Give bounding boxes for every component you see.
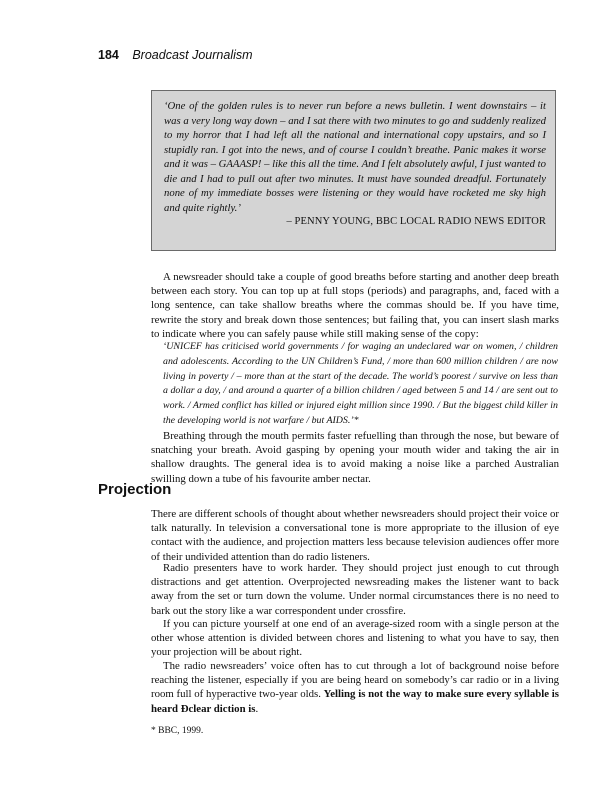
paragraph-background-noise bbox=[151, 659, 559, 716]
clear-diction-emphasis: clear diction is bbox=[188, 702, 256, 715]
quote-text: ‘One of the golden rules is to never run before a news bulletin. I went downstairs – it was a very long way down – and I sat there with two minutes to go and suddenly realized to my horror that I had left all the national and international copy upstairs, and so I stupidly ran. I got into the news, and of course I couldn’t breathe. Panic makes it worse and it was – GAAASP! – like this all the time. And I felt absolutely awful, I just wanted to die and I had to pull out after two minutes. It must have sounded dreadful. Fortunately none of my immediate bosses were listening or they would have rocketed me sky high and quite rightly.’ bbox=[164, 100, 546, 214]
paragraph-schools-of-thought: There are different schools of thought about whether newsreaders should project their voice or talk naturally. In television a conversational tone is more appropriate to the illusion of eye contact with the audience, and projection matters less because television audiences offer more of their undivided attention than do radio listeners. bbox=[151, 508, 559, 563]
noise-text: The radio newsreaders’ voice often has to cut through a lot of background noise before reaching the listener, especially if you are being heard on somebody’s car radio or in a living room full of hyperactive two-year olds. bbox=[151, 660, 559, 701]
paragraph-breathing: A newsreader should take a couple of good breaths before starting and another deep breath between each story. You can top up at full stops (periods) and paragraphs, and, faced with a long sentence, can take shallow breaths where the commas should be. If you have time, rewrite the story and break down those sentences; but failing that, you can insert slash marks to indicate where you can safely pause while still making sense of the copy: bbox=[151, 271, 559, 340]
dash-glyph: Ð bbox=[180, 702, 189, 715]
paragraph-radio-presenters: Radio presenters have to work harder. They should project just enough to cut through distractions and get attention. Overprojected newsreading makes the listener want to back away from the set or turn down the volume. Under normal circumstances there is no need to bark out the story like a war correspondent under crossfire. bbox=[151, 562, 559, 617]
footnote: * BBC, 1999. bbox=[151, 726, 204, 736]
running-title: Broadcast Journalism bbox=[132, 48, 253, 62]
sentence-end: . bbox=[255, 702, 259, 715]
yelling-emphasis: Yelling is not the way to make sure every syllable is heard bbox=[151, 688, 559, 715]
quote-box bbox=[151, 90, 556, 251]
section-heading-projection: Projection bbox=[98, 481, 172, 498]
slash-marked-copy: ‘UNICEF has criticised world governments / for waging an undeclared war on women, / children and adolescents. According to the UN Children’s Fund, / more than 600 million children / are now living in poverty / – more than at the start of the decade. The world’s poorest / survive on less than a dollar a day, / and around a quarter of a billion children / aged between 5 and 14 / are sent out to work. / Armed conflict has killed or injured eight million since 1990. / But the biggest child killer in the developing world is not warfare / but AIDS.’* bbox=[163, 341, 558, 426]
paragraph-mouth-breathing: Breathing through the mouth permits faster refuelling than through the nose, but beware of snatching your breath. Avoid gasping by opening your mouth wider and taking the air in shallow draughts. The general idea is to avoid making a noise like a parched Australian swilling down a tube of his favourite amber nectar. bbox=[151, 430, 559, 485]
page-number: 184 bbox=[98, 48, 119, 62]
paragraph-picture-yourself: If you can picture yourself at one end of an average-sized room with a single person at the other whose attention is divided between chores and listening to what you have to say, then your projection will be about right. bbox=[151, 618, 559, 659]
quote-attribution: – PENNY YOUNG, BBC LOCAL RADIO NEWS EDITOR bbox=[286, 216, 546, 227]
running-header bbox=[98, 48, 253, 62]
